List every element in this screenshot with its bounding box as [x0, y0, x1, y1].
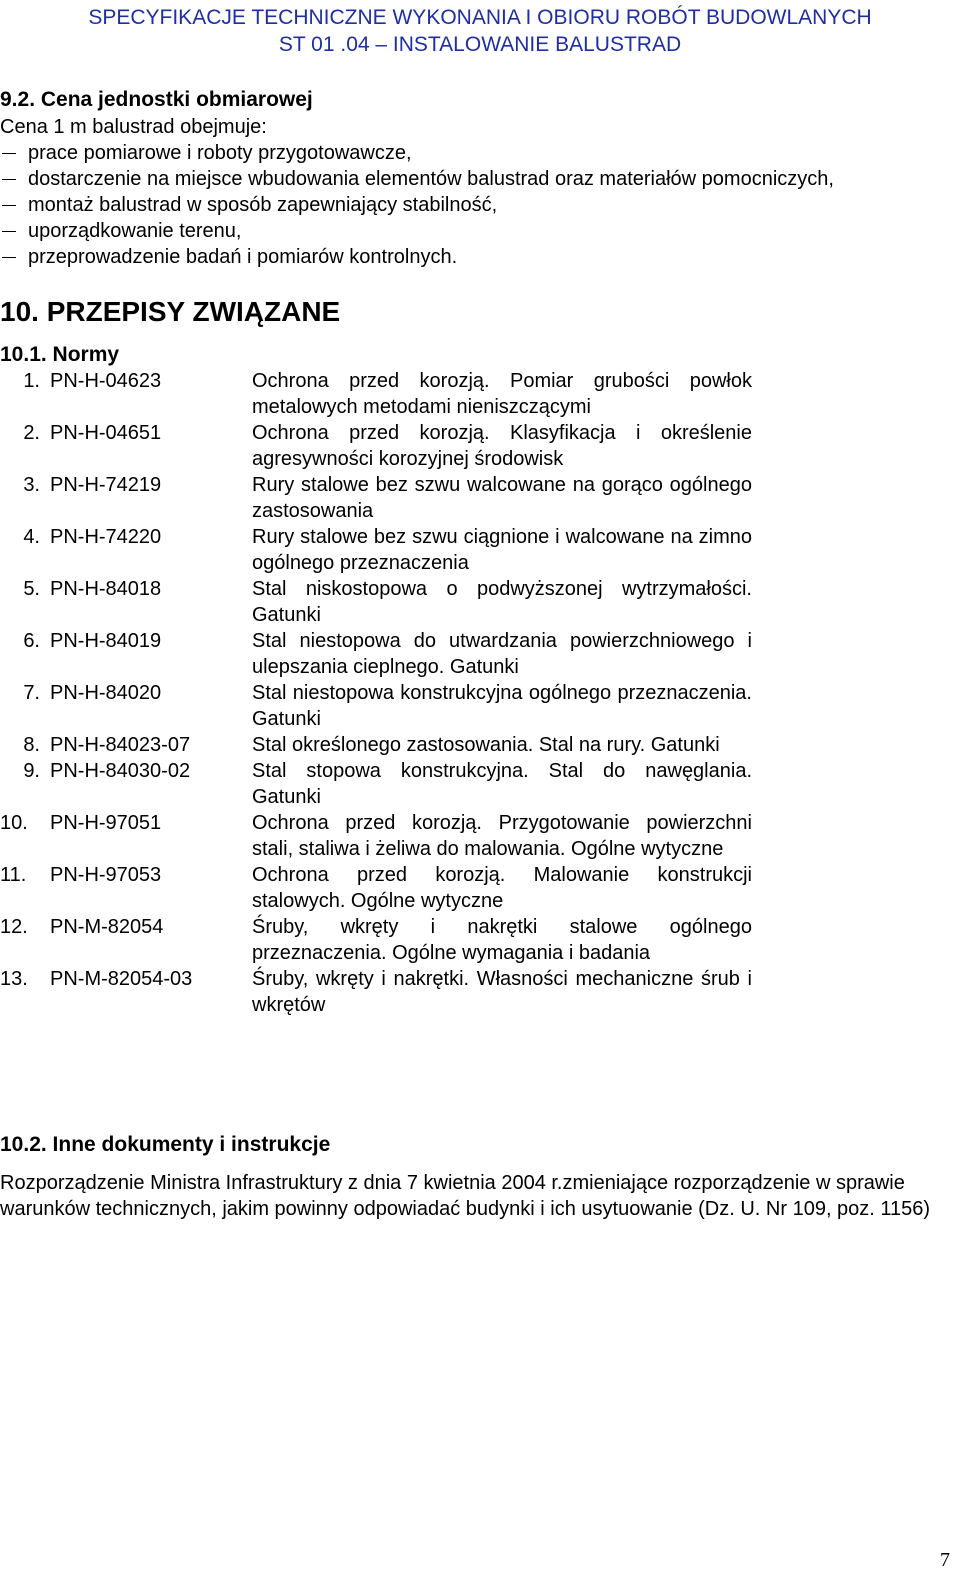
norm-code: PN-H-84030-02 [50, 760, 191, 782]
page-number: 7 [940, 1549, 950, 1571]
norm-number: 10. [0, 812, 28, 834]
norm-number: 7. [23, 682, 40, 704]
norm-code: PN-M-82054-03 [50, 968, 193, 990]
norm-code: PN-H-97053 [50, 864, 162, 886]
norm-number: 1. [23, 370, 40, 392]
norm-code: PN-H-84019 [50, 630, 162, 652]
section-9-2-intro: Cena 1 m balustrad obejmuje: [0, 116, 267, 138]
norm-code: PN-H-84018 [50, 578, 162, 600]
section-10-2-title: 10.2. Inne dokumenty i instrukcje [0, 1133, 331, 1156]
norm-description: Śruby, wkręty i nakrętki stalowe ogólnego przeznaczenia. Ogólne wymagania i badania [252, 916, 752, 964]
header-subtitle: ST 01 .04 – INSTALOWANIE BALUSTRAD [278, 33, 682, 56]
norm-description: Ochrona przed korozją. Klasyfikacja i określenie agresywności korozyjnej środowisk [252, 422, 752, 470]
norm-number: 5. [23, 578, 40, 600]
norm-item [0, 680, 752, 732]
norm-number: 13. [0, 968, 28, 990]
document-header [0, 4, 960, 58]
norm-code: PN-M-82054 [50, 916, 164, 938]
norms-list [0, 368, 752, 1018]
norm-description: Stal stopowa konstrukcyjna. Stal do nawęglania. Gatunki [252, 760, 752, 808]
norm-item [0, 576, 752, 628]
section-10-1-title: 10.1. Normy [0, 343, 120, 366]
norm-code: PN-H-84023-07 [50, 734, 191, 756]
list-item: uporządkowanie terenu, [0, 218, 834, 244]
norm-description: Rury stalowe bez szwu walcowane na gorąco ogólnego zastosowania [252, 474, 752, 522]
section-10-2-text: Rozporządzenie Ministra Infrastruktury z dnia 7 kwietnia 2004 r.zmieniające rozporządzenie w sprawie warunków technicznych, jakim powinny odpowiadać budynki i ich usytuowanie (Dz. U. Nr 109, poz. 1156) [0, 1172, 931, 1220]
norm-code: PN-H-84020 [50, 682, 162, 704]
norm-item [0, 758, 752, 810]
list-item: montaż balustrad w sposób zapewniający stabilność, [0, 192, 834, 218]
price-items-list [0, 140, 834, 270]
norm-number: 8. [23, 734, 40, 756]
norm-description: Ochrona przed korozją. Malowanie konstrukcji stalowych. Ogólne wytyczne [252, 864, 752, 912]
norm-description: Stal niestopowa konstrukcyjna ogólnego przeznaczenia. Gatunki [252, 682, 752, 730]
norm-item [0, 628, 752, 680]
norm-number: 3. [23, 474, 40, 496]
norm-item [0, 472, 752, 524]
norm-description: Ochrona przed korozją. Przygotowanie powierzchni stali, staliwa i żeliwa do malowania. Ogólne wytyczne [252, 812, 752, 860]
norm-item [0, 732, 752, 758]
norm-description: Stal określonego zastosowania. Stal na rury. Gatunki [252, 734, 720, 756]
norm-number: 2. [23, 422, 40, 444]
norm-description: Rury stalowe bez szwu ciągnione i walcowane na zimno ogólnego przeznaczenia [252, 526, 752, 574]
norm-item [0, 810, 752, 862]
norm-description: Stal niskostopowa o podwyższonej wytrzymałości. Gatunki [252, 578, 752, 626]
list-item: prace pomiarowe i roboty przygotowawcze, [0, 140, 834, 166]
norm-item [0, 420, 752, 472]
norm-description: Stal niestopowa do utwardzania powierzchniowego i ulepszania cieplnego. Gatunki [252, 630, 752, 678]
norm-number: 9. [23, 760, 40, 782]
norm-code: PN-H-74220 [50, 526, 162, 548]
norm-code: PN-H-04623 [50, 370, 162, 392]
norm-description: Śruby, wkręty i nakrętki. Własności mechaniczne śrub i wkrętów [252, 968, 752, 1016]
norm-code: PN-H-97051 [50, 812, 162, 834]
header-title: SPECYFIKACJE TECHNICZNE WYKONANIA I OBIORU ROBÓT BUDOWLANYCH [88, 6, 872, 29]
norm-number: 11. [0, 864, 27, 886]
section-10-title: 10. PRZEPISY ZWIĄZANE [0, 296, 341, 327]
norm-code: PN-H-74219 [50, 474, 162, 496]
list-item: dostarczenie na miejsce wbudowania elementów balustrad oraz materiałów pomocniczych, [0, 166, 834, 192]
norm-item [0, 862, 752, 914]
norm-code: PN-H-04651 [50, 422, 162, 444]
norm-item [0, 368, 752, 420]
norm-description: Ochrona przed korozją. Pomiar grubości powłok metalowych metodami nieniszczącymi [252, 370, 752, 418]
section-9-2-title: 9.2. Cena jednostki obmiarowej [0, 88, 313, 111]
norm-item [0, 524, 752, 576]
norm-number: 4. [23, 526, 40, 548]
norm-item [0, 914, 752, 966]
norm-number: 12. [0, 916, 28, 938]
norm-number: 6. [23, 630, 40, 652]
list-item: przeprowadzenie badań i pomiarów kontrolnych. [0, 244, 834, 270]
norm-item [0, 966, 752, 1018]
